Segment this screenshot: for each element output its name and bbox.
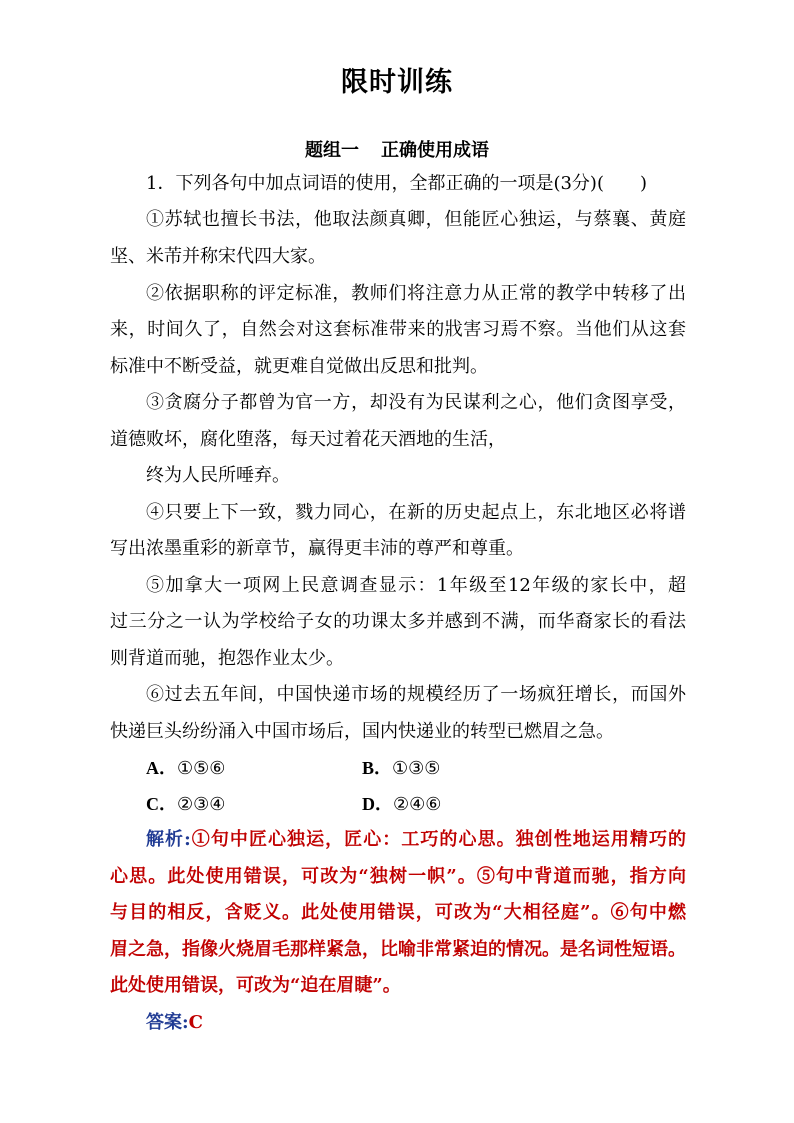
option-b — [362, 756, 440, 781]
page-title: 限时训练 — [341, 67, 453, 98]
section-heading — [0, 136, 794, 162]
option-b-text: ①③⑤ — [392, 758, 441, 779]
sentence-1-line-1: ①苏轼也擅长书法，他取法颜真卿，但能匠心独运，与蔡襄、黄庭 — [146, 209, 686, 230]
option-d-text: ②④⑥ — [393, 794, 442, 815]
sentence-1-line-2: 坚、米芾并称宋代四大家。 — [110, 246, 326, 267]
option-c-text: ②③④ — [177, 794, 226, 815]
analysis-text-1: ①句中匠心独运，匠心：工巧的心思。独创性地运用精巧的 — [190, 829, 686, 850]
answer-label: 答案: — [146, 1012, 189, 1033]
option-b-label: B． — [362, 758, 393, 778]
sentence-3-line-2: 道德败坏，腐化堕落，每天过着花天酒地的生活， — [110, 429, 506, 450]
sentence-3-line-3: 终为人民所唾弃。 — [146, 465, 290, 486]
group-topic: 正确使用成语 — [381, 140, 489, 161]
analysis-line-3: 与目的相反，含贬义。此处使用错误，可改为“大相径庭”。⑥句中燃 — [110, 902, 686, 923]
sentence-4-line-2: 写出浓墨重彩的新章节，赢得更丰沛的尊严和尊重。 — [110, 538, 524, 559]
sentence-2-line-2: 来，时间久了，自然会对这套标准带来的戕害习焉不察。当他们从这套 — [110, 319, 686, 340]
analysis-label: 解析: — [146, 829, 191, 850]
group-label: 题组一 — [305, 140, 359, 161]
sentence-6-line-1: ⑥过去五年间，中国快递市场的规模经历了一场疯狂增长，而国外 — [146, 684, 686, 705]
option-c-label: C． — [146, 794, 177, 814]
sentence-5-line-3: 则背道而驰，抱怨作业太少。 — [110, 648, 344, 669]
analysis-line-4: 眉之急，指像火烧眉毛那样紧急，比喻非常紧迫的情况。是名词性短语。 — [110, 939, 686, 960]
sentence-2-line-3: 标准中不断受益，就更难自觉做出反思和批判。 — [110, 356, 488, 377]
answer-line — [146, 1011, 203, 1035]
analysis-line-5: 此处使用错误，可改为“迫在眉睫”。 — [110, 975, 401, 996]
analysis-line-2: 心思。此处使用错误，可改为“独树一帜”。⑤句中背道而驰，指方向 — [110, 866, 686, 887]
option-a-text: ①⑤⑥ — [177, 758, 226, 779]
option-a — [146, 756, 225, 781]
sentence-5-line-1: ⑤加拿大一项网上民意调查显示：1年级至12年级的家长中，超 — [146, 575, 686, 596]
answer-value: C — [188, 1012, 203, 1033]
option-d-label: D． — [362, 794, 393, 814]
sentence-5-line-2: 过三分之一认为学校给子女的功课太多并感到不满，而华裔家长的看法 — [110, 611, 686, 632]
sentence-4-line-1: ④只要上下一致，戮力同心，在新的历史起点上，东北地区必将谱 — [146, 502, 686, 523]
option-d — [362, 792, 441, 817]
sentence-3-line-1: ③贪腐分子都曾为官一方，却没有为民谋利之心，他们贪图享受， — [146, 392, 686, 413]
analysis-line-1 — [146, 828, 686, 852]
sentence-2-line-1: ②依据职称的评定标准，教师们将注意力从正常的教学中转移了出 — [146, 283, 686, 304]
option-a-label: A． — [146, 758, 177, 778]
sentence-6-line-2: 快递巨头纷纷涌入中国市场后，国内快递业的转型已燃眉之急。 — [110, 721, 614, 742]
option-c — [146, 792, 225, 817]
question-stem: 1．下列各句中加点词语的使用，全都正确的一项是(3分)( ) — [146, 173, 647, 194]
